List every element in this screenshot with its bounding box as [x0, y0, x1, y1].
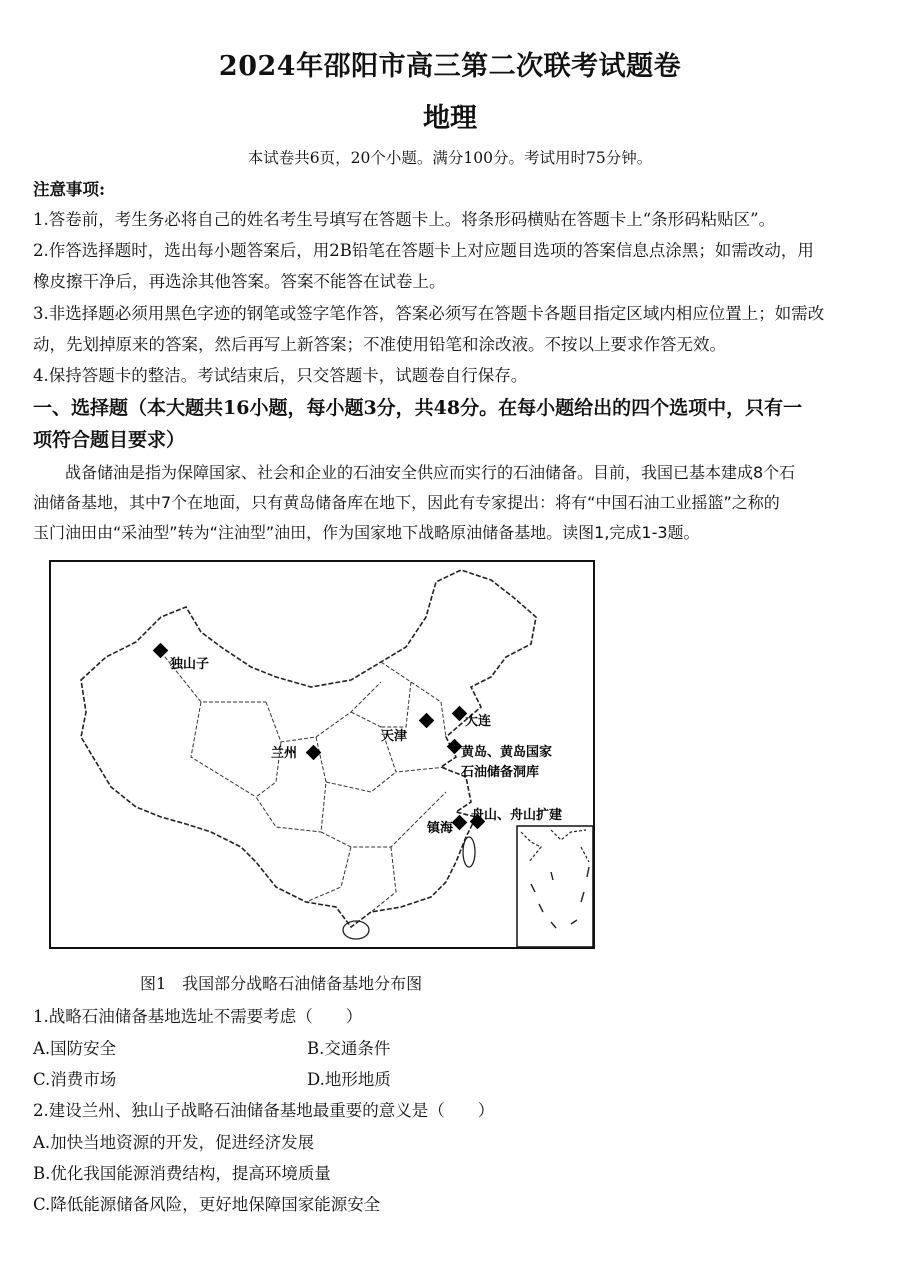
passage-line: 油储备基地，其中7个在地面，只有黄岛储备库在地下，因此有专家提出：将有“中国石油工业摇篮”之称的: [33, 493, 780, 512]
q1-option-d: D.地形地质: [307, 1070, 391, 1089]
label-huangdao-2: 石油储备洞库: [461, 765, 540, 780]
section-heading-cont: 项符合题目要求）: [33, 429, 186, 451]
lanzhou-marker: [306, 745, 322, 761]
notice-line: 2.作答选择题时，选出每小题答案后，用2B铅笔在答题卡上对应题目选项的答案信息点涂黑；如需改动，用: [33, 241, 814, 260]
notice-line: 4.保持答题卡的整洁。考试结束后，只交答题卡，试题卷自行保存。: [33, 366, 528, 385]
q2-option-b: B.优化我国能源消费结构，提高环境质量: [33, 1164, 331, 1183]
label-tianjin: 天津: [381, 729, 408, 744]
label-dalian: 大连: [465, 714, 492, 729]
china-oil-reserve-map: [49, 560, 595, 949]
notice-heading: 注意事项:: [33, 180, 106, 199]
exam-info: 本试卷共6页，20个小题。满分100分。考试用时75分钟。: [247, 149, 653, 167]
figure-caption: 图1 我国部分战略石油储备基地分布图: [140, 974, 423, 993]
q2-option-a: A.加快当地资源的开发，促进经济发展: [33, 1133, 315, 1152]
label-zhoushan: 舟山、舟山扩建: [471, 808, 563, 823]
q1-option-b: B.交通条件: [307, 1039, 391, 1058]
notice-line: 动，先划掉原来的答案，然后再写上新答案；不准使用铅笔和涂改液。不按以上要求作答无效。: [33, 335, 726, 354]
exam-subject: 地理: [423, 103, 477, 134]
q1-option-a: A.国防安全: [33, 1039, 117, 1058]
label-zhenhai: 镇海: [427, 821, 454, 836]
section-heading: 一、选择题（本大题共16小题，每小题3分，共48分。在每小题给出的四个选项中，只有一: [33, 397, 803, 419]
label-huangdao-1: 黄岛、黄岛国家: [461, 745, 553, 760]
tianjin-marker: [419, 713, 435, 729]
q1-option-c: C.消费市场: [33, 1070, 117, 1089]
label-dushanzi: 独山子: [170, 657, 210, 672]
huangdao-marker: [447, 739, 463, 755]
notice-line: 橡皮擦干净后，再选涂其他答案。答案不能答在试卷上。: [33, 272, 446, 291]
province-boundaries: [161, 652, 446, 912]
notice-line: 1.答卷前，考生务必将自己的姓名考生号填写在答题卡上。将条形码横贴在答题卡上“条形码粘贴区”。: [33, 210, 776, 229]
question-1-stem: 1.战略石油储备基地选址不需要考虑（ ）: [33, 1007, 363, 1026]
exam-title: 2024年邵阳市高三第二次联考试题卷: [218, 51, 682, 82]
q2-option-c: C.降低能源储备风险，更好地保障国家能源安全: [33, 1195, 381, 1214]
south-china-sea-inset: [517, 826, 593, 947]
map-drawing: [51, 562, 593, 947]
taiwan-island: [463, 837, 475, 867]
label-lanzhou: 兰州: [271, 746, 298, 761]
passage-line: 战备储油是指为保障国家、社会和企业的石油安全供应而实行的石油储备。目前，我国已基本建成8个石: [33, 463, 796, 482]
dushanzi-marker: [153, 643, 169, 659]
question-2-stem: 2.建设兰州、独山子战略石油储备基地最重要的意义是（ ）: [33, 1101, 495, 1120]
zhenhai-marker: [452, 815, 468, 831]
passage-line: 玉门油田由“采油型”转为“注油型”油田，作为国家地下战略原油储备基地。读图1,完成1-3题。: [33, 523, 700, 542]
notice-line: 3.非选择题必须用黑色字迹的钢笔或签字笔作答，答案必须写在答题卡各题目指定区域内相应位置上；如需改: [33, 304, 825, 323]
